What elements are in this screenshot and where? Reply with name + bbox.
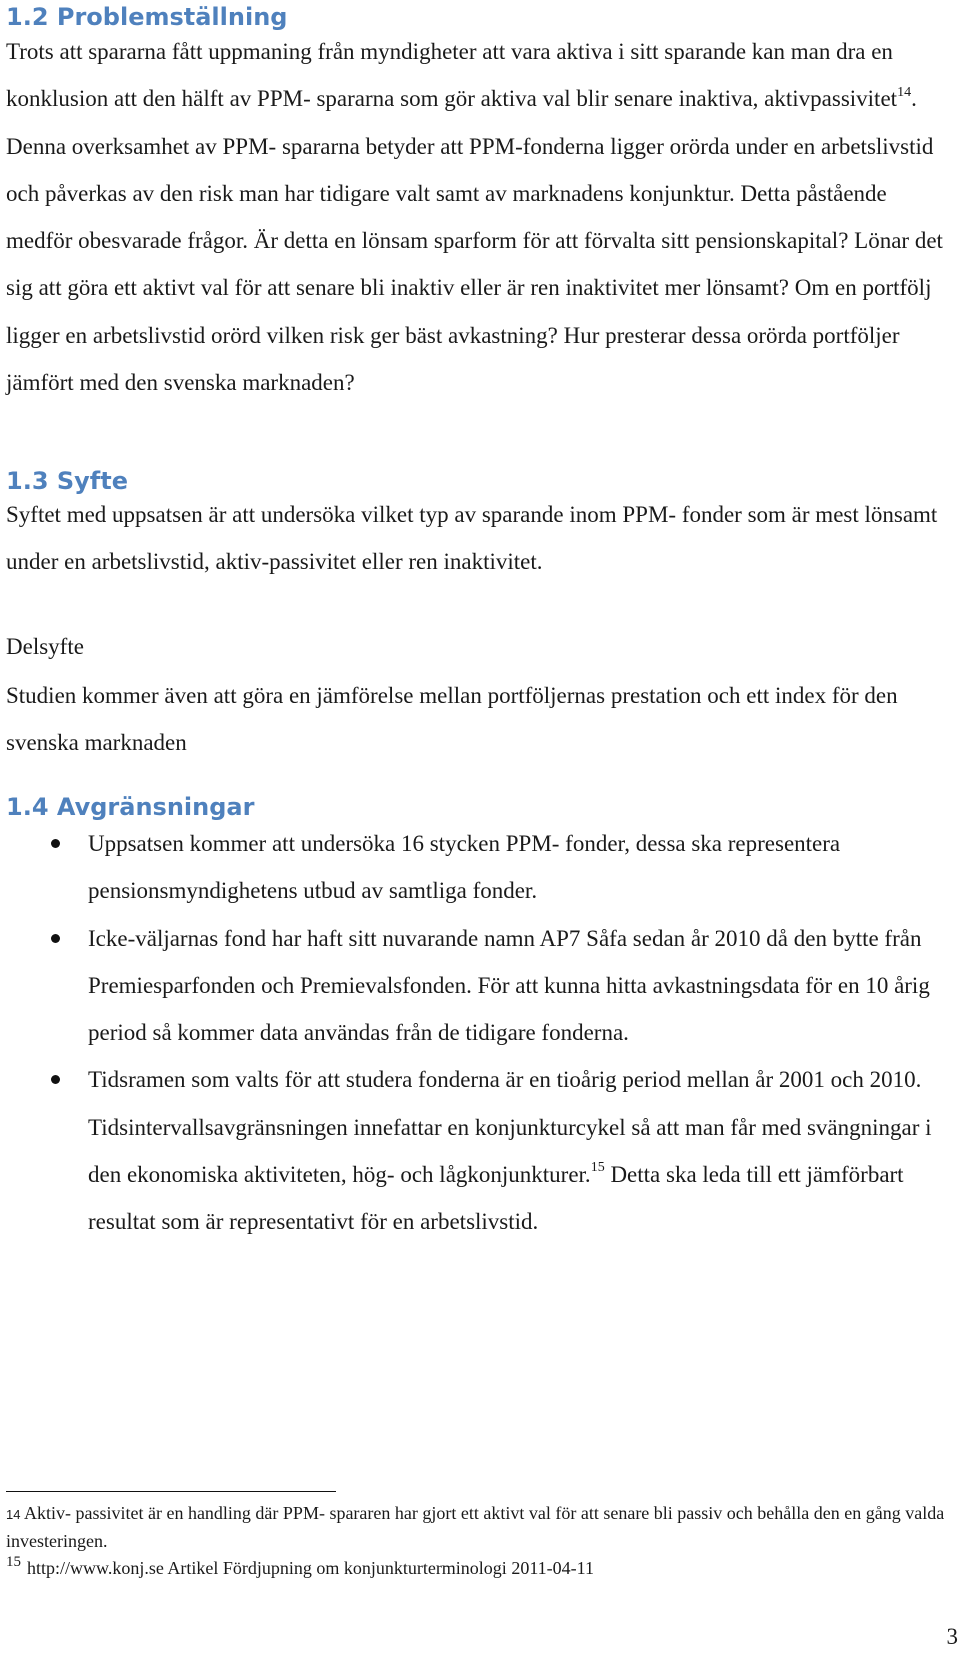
section-heading-purpose: 1.3 Syfte [6,467,128,495]
footnote-15 [6,1555,956,1583]
footnote-number-14: 14 [6,1507,21,1522]
section-heading-limits: 1.4 Avgränsningar [6,793,255,821]
footnote-number-15: 15 [6,1554,21,1570]
bullet-icon [51,1075,60,1084]
problem-text-part2: . Denna overksamhet av PPM- spararna betyder att PPM-fonderna ligger orörda under en arbetslivstid och påverkas av den risk man har tidigare valt samt av marknadens konjunktur. Detta påstående medför obesvarade frågor. Är detta en lönsam sparform för att förvalta sitt pensionskapital? Lönar det sig att göra ett aktivt val för att senare bli inaktiv eller är ren inaktivitet mer lönsamt? Om en portfölj ligger en arbetslivstid orörd vilken risk ger bäst avkastning? Hur presterar dessa orörda portföljer jämfört med den svenska marknaden? [6,86,943,396]
footnote-15-text: http://www.konj.se Artikel Fördjupning om konjunkturterminologi 2011-04-11 [27,1558,594,1578]
page-number: 3 [946,1624,958,1649]
limits-item-1-text: Uppsatsen kommer att undersöka 16 stycken PPM- fonder, dessa ska representera pensionsmyndighetens utbud av samtliga fonder. [88,831,841,904]
list-item [0,820,950,915]
footnote-divider [6,1491,336,1492]
purpose-paragraph: Syftet med uppsatsen är att undersöka vilket typ av sparande inom PPM- fonder som är mest lönsamt under en arbetslivstid, aktiv-passivitet eller ren inaktivitet. [6,502,938,575]
limits-item-3-text-part1: Tidsramen som valts för att studera fonderna är en tioårig period mellan år 2001 och 2010. Tidsintervallsavgränsningen innefattar en konjunkturcykel så att man får med svängningar i den ekonomiska aktiviteten, hög- och lågkonjunkturer. [88,1067,932,1188]
footnote-14-text: Aktiv- passivitet är en handling där PPM- spararen har gjort ett aktivt val för att senare bli passiv och behålla den en gång valda investeringen. [6,1503,945,1551]
limits-list [0,820,950,1246]
problem-text-part1: Trots att spararna fått uppmaning från myndigheter att vara aktiva i sitt sparande kan man dra en konklusion att den hälft av PPM- spararna som gör aktiva val blir senare inaktiva, aktivpassivitet [6,39,898,112]
limits-item-2-text: Icke-väljarnas fond har haft sitt nuvarande namn AP7 Såfa sedan år 2010 då den bytte från Premiesparfonden och Premievalsfonden. För att kunna hitta avkastningsdata för en 10 årig period så kommer data användas från de tidigare fonderna. [88,925,930,1046]
bullet-icon [51,839,60,848]
subpurpose-paragraph: Studien kommer även att göra en jämförelse mellan portföljernas prestation och ett index för den svenska marknaden [6,683,898,756]
subpurpose-label: Delsyfte [6,634,84,659]
footnote-ref-15[interactable]: 15 [590,1160,605,1176]
footnote-14 [6,1500,956,1554]
list-item [0,915,950,1057]
bullet-icon [51,934,60,943]
section-heading-problem: 1.2 Problemställning [6,3,288,31]
list-item [0,1056,950,1245]
problem-paragraph [6,28,956,406]
limits-item-3-text-part2: Detta ska leda till ett jämförbart resultat som är representativt för en arbetslivstid. [88,1162,904,1235]
footnote-ref-14[interactable]: 14 [897,84,912,100]
